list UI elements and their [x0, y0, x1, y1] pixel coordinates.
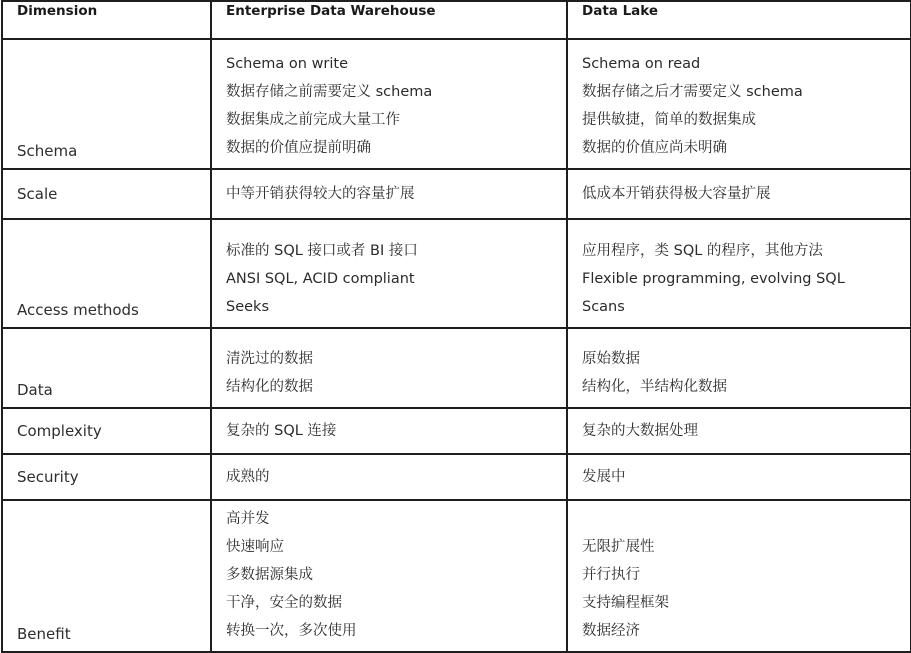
edw-cell [211, 39, 567, 169]
lake-line: 数据存储之后才需要定义 schema [582, 84, 803, 100]
edw-line: 成熟的 [226, 469, 270, 485]
lake-line: 低成本开销获得极大容量扩展 [582, 186, 771, 202]
header-lake-label: Data Lake [582, 3, 659, 19]
header-edw [211, 1, 567, 39]
header-dimension-label: Dimension [17, 3, 98, 19]
dimension-cell [2, 454, 211, 500]
lake-line: 并行执行 [582, 567, 640, 583]
lake-line: 结构化，半结构化数据 [582, 379, 727, 395]
edw-line: 干净，安全的数据 [226, 595, 342, 611]
edw-line: Schema on write [226, 56, 349, 72]
dimension-cell [2, 328, 211, 408]
edw-line: 数据存储之前需要定义 schema [226, 84, 433, 100]
lake-cell [567, 219, 911, 328]
lake-line: 无限扩展性 [582, 539, 655, 555]
dimension-label: Data [17, 381, 53, 399]
row-complexity [2, 408, 911, 454]
header-dimension [2, 1, 211, 39]
dimension-cell [2, 219, 211, 328]
lake-line: 提供敏捷，简单的数据集成 [582, 112, 756, 128]
lake-line: 数据经济 [582, 623, 640, 639]
edw-line: 快速响应 [226, 539, 284, 555]
edw-cell [211, 454, 567, 500]
dimension-cell [2, 39, 211, 169]
lake-cell [567, 39, 911, 169]
edw-line: 结构化的数据 [226, 379, 313, 395]
header-edw-label: Enterprise Data Warehouse [226, 3, 436, 19]
edw-line: 中等开销获得较大的容量扩展 [226, 186, 415, 202]
edw-line: 高并发 [226, 511, 270, 527]
dimension-cell [2, 500, 211, 652]
dimension-label: Access methods [17, 301, 139, 319]
row-schema [2, 39, 911, 169]
lake-line: 应用程序，类 SQL 的程序，其他方法 [582, 243, 823, 259]
lake-cell [567, 454, 911, 500]
edw-line: 标准的 SQL 接口或者 BI 接口 [226, 243, 418, 259]
lake-cell [567, 500, 911, 652]
dimension-label: Scale [17, 185, 58, 203]
edw-cell [211, 219, 567, 328]
dimension-label: Security [17, 468, 79, 486]
row-security [2, 454, 911, 500]
dimension-cell [2, 169, 211, 219]
lake-cell [567, 169, 911, 219]
header-lake [567, 1, 911, 39]
lake-line: Schema on read [582, 56, 701, 72]
header-row [2, 1, 911, 39]
row-scale [2, 169, 911, 219]
edw-cell [211, 408, 567, 454]
lake-line: 原始数据 [582, 351, 640, 367]
edw-line: 复杂的 SQL 连接 [226, 423, 337, 439]
comparison-table [1, 0, 911, 653]
edw-line: 清洗过的数据 [226, 351, 313, 367]
edw-cell [211, 328, 567, 408]
dimension-label: Schema [17, 142, 78, 160]
edw-line: 数据集成之前完成大量工作 [226, 112, 400, 128]
edw-line: Seeks [226, 299, 269, 315]
dimension-label: Complexity [17, 422, 102, 440]
lake-line: 支持编程框架 [582, 595, 669, 611]
edw-line: 多数据源集成 [226, 567, 313, 583]
lake-line: Scans [582, 299, 625, 315]
lake-line: 发展中 [582, 469, 626, 485]
edw-cell [211, 500, 567, 652]
lake-cell [567, 408, 911, 454]
edw-line: 转换一次，多次使用 [226, 623, 357, 639]
dimension-cell [2, 408, 211, 454]
lake-line: 复杂的大数据处理 [582, 423, 698, 439]
edw-line: 数据的价值应提前明确 [226, 140, 371, 156]
row-benefit [2, 500, 911, 652]
lake-line: Flexible programming, evolving SQL [582, 271, 845, 287]
lake-line: 数据的价值应尚未明确 [582, 140, 727, 156]
lake-cell [567, 328, 911, 408]
row-access-methods [2, 219, 911, 328]
edw-cell [211, 169, 567, 219]
dimension-label: Benefit [17, 625, 71, 643]
edw-line: ANSI SQL, ACID compliant [226, 271, 415, 287]
row-data [2, 328, 911, 408]
